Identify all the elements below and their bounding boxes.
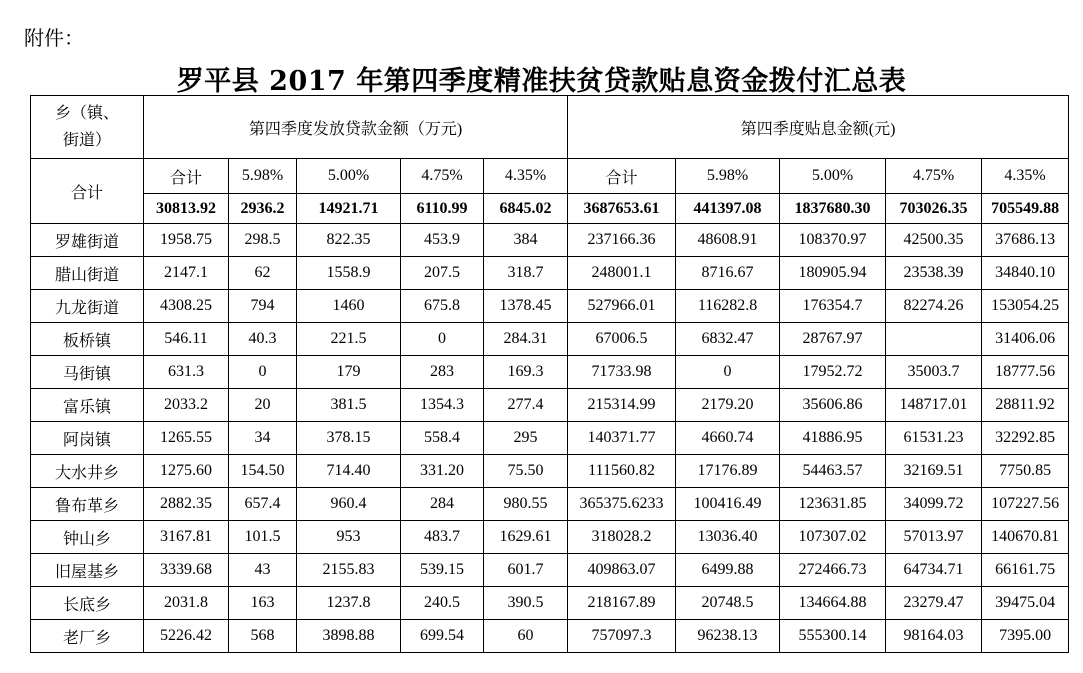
town-name-cell: 阿岗镇	[31, 422, 144, 455]
loan-cell: 284	[401, 488, 484, 521]
loan-col-header: 4.75%	[401, 159, 484, 194]
loan-cell: 675.8	[401, 290, 484, 323]
loan-cell: 794	[229, 290, 297, 323]
loan-cell: 1275.60	[144, 455, 229, 488]
loan-cell: 558.4	[401, 422, 484, 455]
loan-cell: 3339.68	[144, 554, 229, 587]
loan-cell: 277.4	[484, 389, 568, 422]
interest-col-header: 5.98%	[676, 159, 780, 194]
interest-cell: 555300.14	[780, 620, 886, 653]
loan-cell: 657.4	[229, 488, 297, 521]
loan-cell: 60	[484, 620, 568, 653]
loan-cell: 546.11	[144, 323, 229, 356]
town-name-cell: 大水井乡	[31, 455, 144, 488]
town-name-cell: 富乐镇	[31, 389, 144, 422]
loan-cell: 2031.8	[144, 587, 229, 620]
loan-col-header: 合计	[144, 159, 229, 194]
loan-cell: 3898.88	[297, 620, 401, 653]
loan-cell: 1629.61	[484, 521, 568, 554]
interest-cell: 148717.01	[886, 389, 982, 422]
total-interest-cell: 705549.88	[982, 194, 1069, 224]
loan-cell: 2882.35	[144, 488, 229, 521]
town-name-cell: 板桥镇	[31, 323, 144, 356]
town-name-cell: 九龙街道	[31, 290, 144, 323]
town-name-cell: 钟山乡	[31, 521, 144, 554]
interest-cell: 0	[676, 356, 780, 389]
loan-cell: 240.5	[401, 587, 484, 620]
interest-cell: 409863.07	[568, 554, 676, 587]
interest-cell: 39475.04	[982, 587, 1069, 620]
loan-cell: 1354.3	[401, 389, 484, 422]
interest-cell: 17952.72	[780, 356, 886, 389]
total-loan-cell: 14921.71	[297, 194, 401, 224]
interest-col-header: 5.00%	[780, 159, 886, 194]
interest-cell: 140670.81	[982, 521, 1069, 554]
loan-cell: 0	[401, 323, 484, 356]
interest-cell: 67006.5	[568, 323, 676, 356]
interest-cell: 57013.97	[886, 521, 982, 554]
loan-cell: 390.5	[484, 587, 568, 620]
table-row	[31, 356, 1069, 389]
interest-cell: 272466.73	[780, 554, 886, 587]
total-loan-cell: 6110.99	[401, 194, 484, 224]
loan-cell: 0	[229, 356, 297, 389]
interest-cell: 34099.72	[886, 488, 982, 521]
interest-cell: 4660.74	[676, 422, 780, 455]
loan-cell: 1958.75	[144, 224, 229, 257]
interest-cell: 34840.10	[982, 257, 1069, 290]
loan-cell: 318.7	[484, 257, 568, 290]
table-row	[31, 620, 1069, 653]
loan-cell: 207.5	[401, 257, 484, 290]
interest-cell: 31406.06	[982, 323, 1069, 356]
total-interest-cell: 441397.08	[676, 194, 780, 224]
loan-cell: 601.7	[484, 554, 568, 587]
table-row	[31, 323, 1069, 356]
interest-cell: 7395.00	[982, 620, 1069, 653]
loan-cell: 5226.42	[144, 620, 229, 653]
loan-cell: 381.5	[297, 389, 401, 422]
loan-cell: 1558.9	[297, 257, 401, 290]
loan-cell: 154.50	[229, 455, 297, 488]
interest-cell: 153054.25	[982, 290, 1069, 323]
town-header-line2: 街道）	[62, 132, 111, 149]
loan-cell: 453.9	[401, 224, 484, 257]
interest-cell: 107307.02	[780, 521, 886, 554]
interest-cell: 6832.47	[676, 323, 780, 356]
loan-cell: 284.31	[484, 323, 568, 356]
interest-cell: 100416.49	[676, 488, 780, 521]
loan-cell: 953	[297, 521, 401, 554]
interest-cell: 54463.57	[780, 455, 886, 488]
interest-cell: 134664.88	[780, 587, 886, 620]
interest-cell: 17176.89	[676, 455, 780, 488]
loan-cell: 3167.81	[144, 521, 229, 554]
loan-cell: 101.5	[229, 521, 297, 554]
interest-cell: 215314.99	[568, 389, 676, 422]
loan-cell: 43	[229, 554, 297, 587]
table-row	[31, 290, 1069, 323]
interest-cell: 32169.51	[886, 455, 982, 488]
interest-cell: 35606.86	[780, 389, 886, 422]
interest-cell: 107227.56	[982, 488, 1069, 521]
interest-cell: 180905.94	[780, 257, 886, 290]
loan-cell: 980.55	[484, 488, 568, 521]
interest-cell: 42500.35	[886, 224, 982, 257]
interest-cell: 28767.97	[780, 323, 886, 356]
interest-cell: 8716.67	[676, 257, 780, 290]
interest-cell: 37686.13	[982, 224, 1069, 257]
interest-cell: 218167.89	[568, 587, 676, 620]
interest-cell: 2179.20	[676, 389, 780, 422]
loan-cell: 1378.45	[484, 290, 568, 323]
interest-cell: 66161.75	[982, 554, 1069, 587]
table-row	[31, 389, 1069, 422]
interest-col-header: 4.75%	[886, 159, 982, 194]
interest-cell: 237166.36	[568, 224, 676, 257]
town-name-cell: 罗雄街道	[31, 224, 144, 257]
loan-cell: 283	[401, 356, 484, 389]
interest-cell: 20748.5	[676, 587, 780, 620]
loan-cell: 960.4	[297, 488, 401, 521]
loan-cell: 378.15	[297, 422, 401, 455]
town-name-cell: 旧屋基乡	[31, 554, 144, 587]
interest-cell: 23538.39	[886, 257, 982, 290]
town-name-cell: 老厂乡	[31, 620, 144, 653]
interest-cell: 7750.85	[982, 455, 1069, 488]
loan-cell: 221.5	[297, 323, 401, 356]
header-row-groups	[31, 96, 1069, 159]
page-title: 罗平县 2017 年第四季度精准扶贫贷款贴息资金拨付汇总表	[176, 66, 907, 97]
attachment-label: 附件：	[24, 26, 84, 50]
interest-col-header: 合计	[568, 159, 676, 194]
loan-cell: 62	[229, 257, 297, 290]
loan-cell: 169.3	[484, 356, 568, 389]
interest-col-header: 4.35%	[982, 159, 1069, 194]
loan-cell: 568	[229, 620, 297, 653]
loan-cell: 75.50	[484, 455, 568, 488]
loan-col-header: 4.35%	[484, 159, 568, 194]
total-loan-cell: 2936.2	[229, 194, 297, 224]
table-row	[31, 554, 1069, 587]
header-row-rates	[31, 159, 1069, 194]
loan-cell: 40.3	[229, 323, 297, 356]
loan-group-header: 第四季度发放贷款金额（万元)	[144, 96, 568, 159]
interest-cell: 248001.1	[568, 257, 676, 290]
total-loan-cell: 30813.92	[144, 194, 229, 224]
loan-cell: 2033.2	[144, 389, 229, 422]
loan-cell: 822.35	[297, 224, 401, 257]
interest-cell: 61531.23	[886, 422, 982, 455]
interest-cell: 18777.56	[982, 356, 1069, 389]
total-interest-cell: 703026.35	[886, 194, 982, 224]
loan-cell: 1237.8	[297, 587, 401, 620]
loan-col-header: 5.98%	[229, 159, 297, 194]
interest-cell: 96238.13	[676, 620, 780, 653]
town-header-cell	[31, 96, 144, 159]
loan-cell: 163	[229, 587, 297, 620]
town-name-cell: 长底乡	[31, 587, 144, 620]
loan-cell: 539.15	[401, 554, 484, 587]
loan-cell: 4308.25	[144, 290, 229, 323]
table-row	[31, 488, 1069, 521]
loan-cell: 2147.1	[144, 257, 229, 290]
town-header-line1: 乡（镇、	[54, 105, 119, 122]
table-row	[31, 257, 1069, 290]
loan-cell: 483.7	[401, 521, 484, 554]
loan-cell: 179	[297, 356, 401, 389]
interest-cell: 365375.6233	[568, 488, 676, 521]
total-row-label: 合计	[31, 159, 144, 224]
loan-cell: 298.5	[229, 224, 297, 257]
loan-col-header: 5.00%	[297, 159, 401, 194]
interest-cell: 98164.03	[886, 620, 982, 653]
interest-cell: 527966.01	[568, 290, 676, 323]
loan-cell: 714.40	[297, 455, 401, 488]
total-interest-cell: 1837680.30	[780, 194, 886, 224]
interest-cell: 116282.8	[676, 290, 780, 323]
loan-cell: 384	[484, 224, 568, 257]
interest-cell: 28811.92	[982, 389, 1069, 422]
total-interest-cell: 3687653.61	[568, 194, 676, 224]
loan-cell: 631.3	[144, 356, 229, 389]
loan-cell: 331.20	[401, 455, 484, 488]
interest-cell: 64734.71	[886, 554, 982, 587]
interest-group-header: 第四季度贴息金额(元)	[568, 96, 1069, 159]
interest-cell: 13036.40	[676, 521, 780, 554]
table-row	[31, 521, 1069, 554]
interest-cell: 318028.2	[568, 521, 676, 554]
loan-cell: 1460	[297, 290, 401, 323]
loan-cell: 295	[484, 422, 568, 455]
interest-cell	[886, 323, 982, 356]
table-row	[31, 587, 1069, 620]
interest-cell: 757097.3	[568, 620, 676, 653]
loan-cell: 34	[229, 422, 297, 455]
interest-cell: 35003.7	[886, 356, 982, 389]
interest-cell: 32292.85	[982, 422, 1069, 455]
interest-cell: 111560.82	[568, 455, 676, 488]
loan-cell: 20	[229, 389, 297, 422]
town-name-cell: 腊山街道	[31, 257, 144, 290]
totals-row	[31, 194, 1069, 224]
interest-cell: 123631.85	[780, 488, 886, 521]
loan-cell: 2155.83	[297, 554, 401, 587]
interest-cell: 176354.7	[780, 290, 886, 323]
table-row	[31, 224, 1069, 257]
loan-interest-table	[30, 95, 1069, 653]
table-row	[31, 455, 1069, 488]
interest-cell: 48608.91	[676, 224, 780, 257]
interest-cell: 23279.47	[886, 587, 982, 620]
interest-cell: 140371.77	[568, 422, 676, 455]
town-name-cell: 马街镇	[31, 356, 144, 389]
town-name-cell: 鲁布革乡	[31, 488, 144, 521]
loan-cell: 699.54	[401, 620, 484, 653]
interest-cell: 41886.95	[780, 422, 886, 455]
table-row	[31, 422, 1069, 455]
interest-cell: 6499.88	[676, 554, 780, 587]
total-loan-cell: 6845.02	[484, 194, 568, 224]
interest-cell: 82274.26	[886, 290, 982, 323]
loan-cell: 1265.55	[144, 422, 229, 455]
interest-cell: 71733.98	[568, 356, 676, 389]
interest-cell: 108370.97	[780, 224, 886, 257]
